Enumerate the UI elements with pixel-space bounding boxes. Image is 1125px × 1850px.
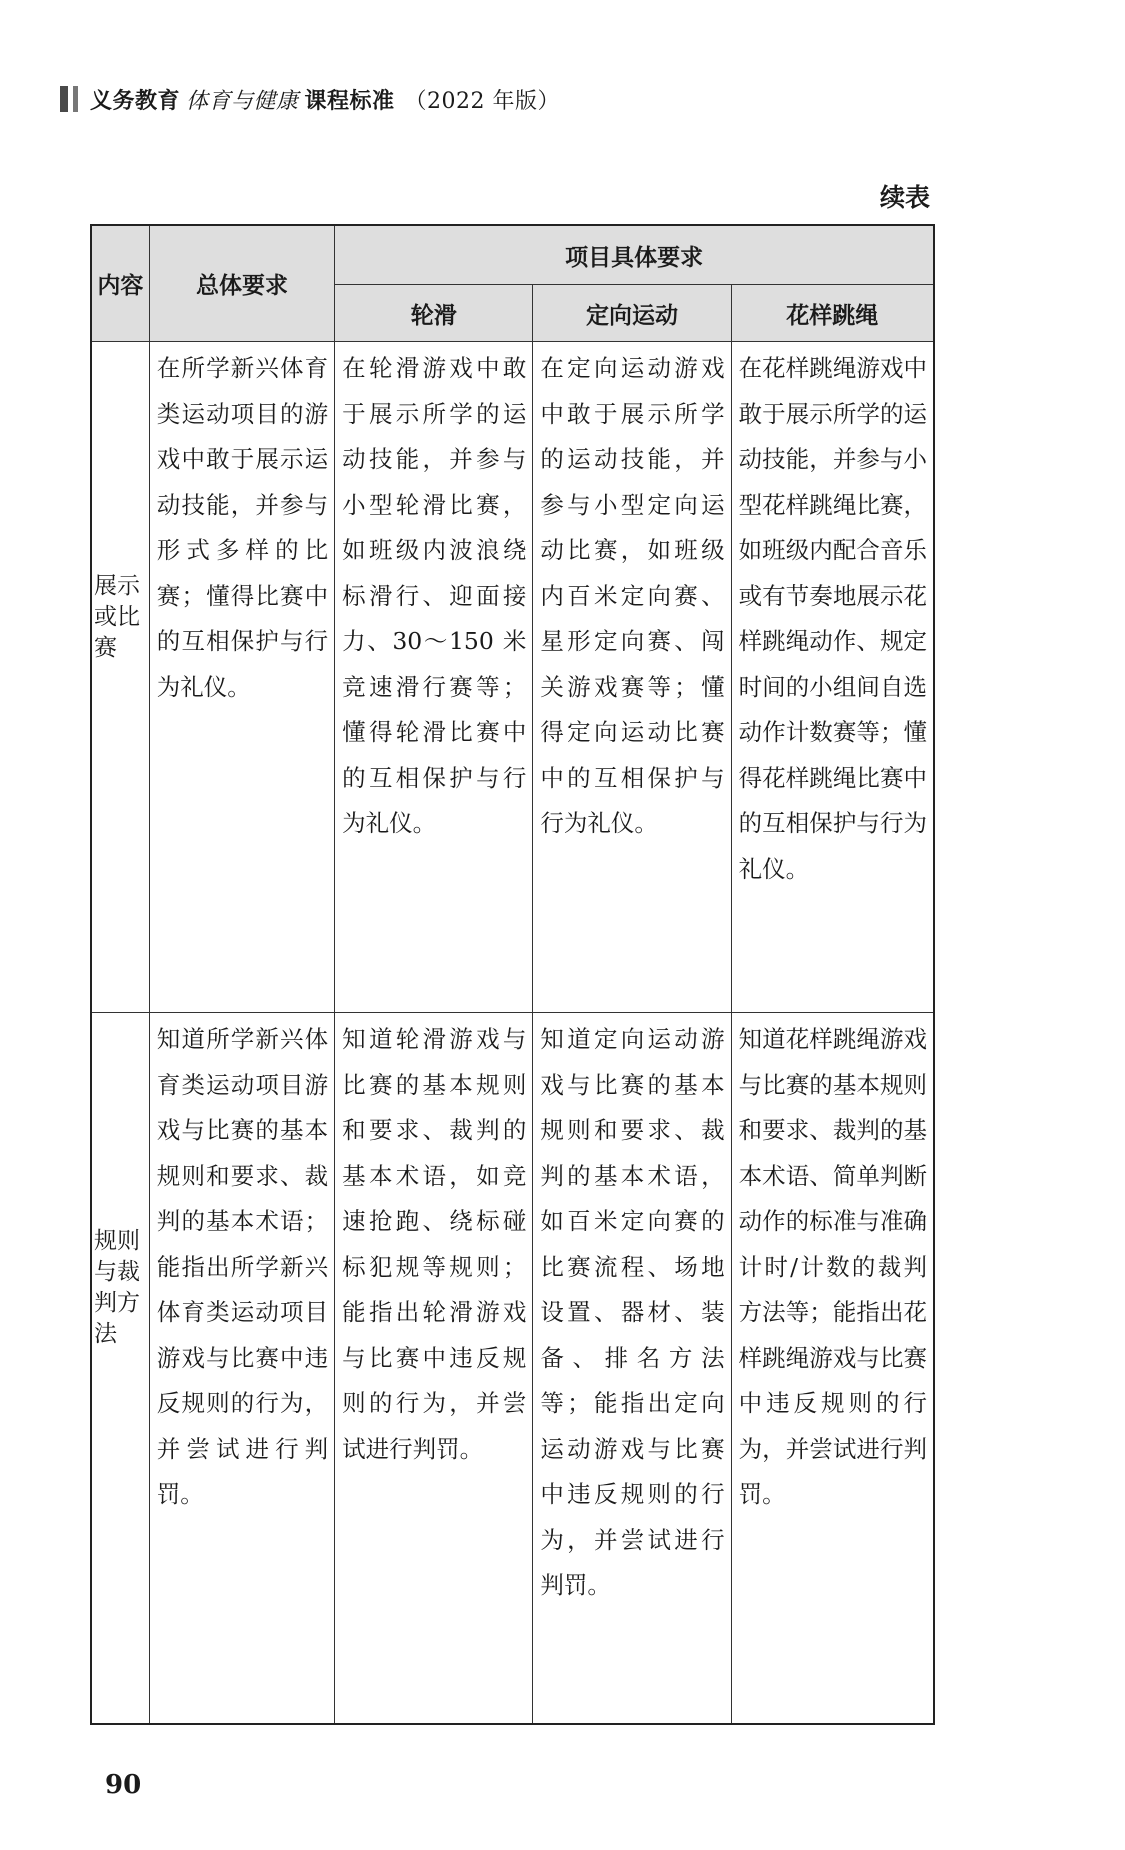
cell-general: 知道所学新兴体育类运动项目游戏与比赛的基本规则和要求、裁判的基本术语；能指出所学新兴体育类运动项目游戏与比赛中违反规则的行为，并尝试进行判罚。 [149,1013,334,1725]
header-fancy-rope-skipping: 花样跳绳 [731,285,934,342]
cell-fancy-rope-skipping: 知道花样跳绳游戏与比赛的基本规则和要求、裁判的基本术语、简单判断动作的标准与准确计时/计数的裁判方法等；能指出花样跳绳游戏与比赛中违反规则的行为，并尝试进行判罚。 [731,1013,934,1725]
table-row [91,342,934,1013]
cell-roller-skating: 知道轮滑游戏与比赛的基本规则和要求、裁判的基本术语，如竞速抢跑、绕标碰标犯规等规则；能指出轮滑游戏与比赛中违反规则的行为，并尝试进行判罚。 [335,1013,533,1725]
page-number: 90 [105,1770,142,1800]
header-bar-mark [73,86,78,112]
cell-orienteering: 知道定向运动游戏与比赛的基本规则和要求、裁判的基本术语，如百米定向赛的比赛流程、场地设置、器材、装备、排名方法等；能指出定向运动游戏与比赛中违反规则的行为，并尝试进行判罚。 [533,1013,731,1725]
cell-fancy-rope-skipping: 在花样跳绳游戏中敢于展示所学的运动技能，并参与小型花样跳绳比赛，如班级内配合音乐或有节奏地展示花样跳绳动作、规定时间的小组间自选动作计数赛等；懂得花样跳绳比赛中的互相保护与行为礼仪。 [731,342,934,1013]
header-general-requirements: 总体要求 [149,225,334,342]
header-bar-marks [60,86,78,112]
header-subject: 体育与健康 [186,88,299,114]
cell-general: 在所学新兴体育类运动项目的游戏中敢于展示运动技能，并参与形式多样的比赛；懂得比赛中的互相保护与行为礼仪。 [149,342,334,1013]
row-label-rules-and-refereeing: 规则与裁判方法 [91,1013,149,1725]
running-header [60,82,560,116]
header-title: 课程标准 [304,87,395,114]
header-specific-requirements: 项目具体要求 [335,225,934,285]
header-edition: （2022 年版） [404,88,561,114]
header-bar-mark [60,86,68,112]
table-row [91,1013,934,1725]
header-prefix: 义务教育 [90,87,181,114]
header-roller-skating: 轮滑 [335,285,533,342]
continued-table-label: 续表 [879,183,930,212]
row-label-show-or-compete: 展示或比赛 [91,342,149,1013]
cell-orienteering: 在定向运动游戏中敢于展示所学的运动技能，并参与小型定向运动比赛，如班级内百米定向赛、星形定向赛、闯关游戏赛等；懂得定向运动比赛中的互相保护与行为礼仪。 [533,342,731,1013]
requirements-table [90,224,935,1725]
header-content: 内容 [91,225,149,342]
header-text [90,84,560,115]
cell-roller-skating: 在轮滑游戏中敢于展示所学的运动技能，并参与小型轮滑比赛，如班级内波浪绕标滑行、迎面接力、30～150 米竞速滑行赛等；懂得轮滑比赛中的互相保护与行为礼仪。 [335,342,533,1013]
header-orienteering: 定向运动 [533,285,731,342]
